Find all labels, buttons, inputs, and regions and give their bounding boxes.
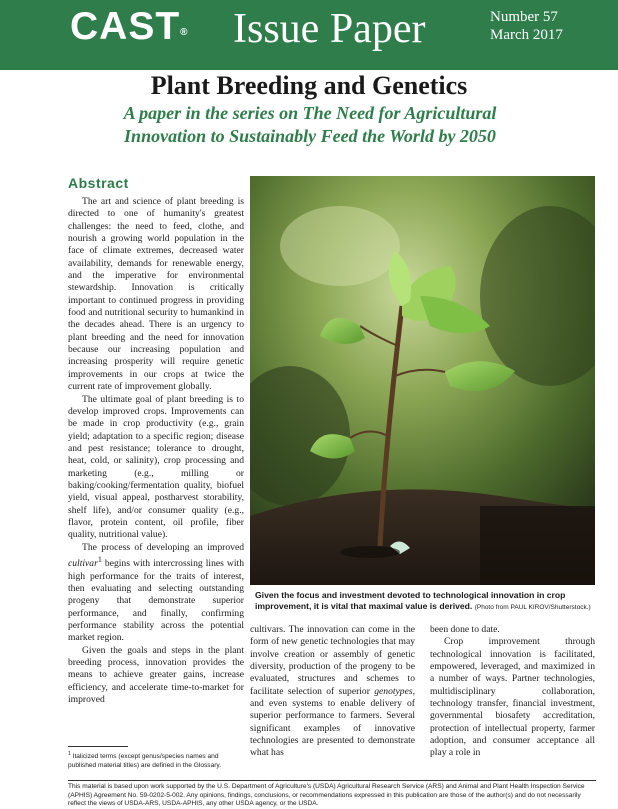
glossary-term: cultivar [68, 558, 98, 570]
support-divider [68, 780, 596, 781]
photo-credit: (Photo from PAUL KIROV/Shutterstock.) [474, 604, 591, 611]
glossary-term: genotypes [374, 685, 413, 697]
body-column-3 [430, 624, 595, 760]
seedling-illustration [250, 176, 595, 585]
photo-caption: Given the focus and investment devoted to technological innovation in crop improvement, it is vital that maximal value is derived. (Photo from PAUL KIROV/Shutterstock.) [255, 590, 591, 611]
support-note: This material is based upon work supported by the U.S. Department of Agriculture's (USDA) Agricultural Research Service (ARS) and Animal and Plant Health Inspection Service (APHIS) Agreement No. 59-0202-5-002. Any opinions, findings, conclusions, or recommendations expressed in this publication are those of the author(s) and do not necessarily reflect the views of USDA-ARS, USDA-APHIS, any other USDA agency, or the USDA. [68, 783, 585, 807]
body-paragraph: cultivars. The innovation can come in the form of new genetic technologies that may involve creation or assembly of genetic diversity, production of the progeny to be evaluated, structures and schemes to facilitate selection of superior genotypes, and even systems to enable delivery of superior performance to farmers. Several significant examples of innovative technologies are presented to demonstrate what has [250, 624, 415, 759]
abstract-paragraph: Given the goals and steps in the plant breeding process, innovation provides the means to achieve greater gains, increase efficiency, and accelerate time-to-market for improved [68, 644, 244, 705]
footnote: $^1$ Italicized terms (except genus/species names and published material titles) are defined in the Glossary. [68, 751, 222, 770]
series-title: Issue Paper [233, 6, 426, 52]
abstract-paragraph: The ultimate goal of plant breeding is to develop improved crops. Improvements can be made in crop productivity (e.g., grain yield; adaptation to a specific region; disease and pest resistance; tolerance to drought, heat, cold, or salinity), crop processing and marketing (e.g., milling or baking/cooking/fermentation quality, biofuel yield, visual appeal, postharvest storability, shelf life), and/or consumer quality (e.g., flavor, protein content, oil profile, fiber quality, nutritional value). [68, 393, 244, 541]
abstract-paragraph: The process of developing an improved cultivar$^1$ begins with intercrossing lines with high performance for the traits of interest, then evaluating and selecting outstanding progeny that demonstrate superior performance, and finally, confirming performance stability across the potential market region. [68, 541, 244, 644]
cast-logo: CAST® [70, 5, 189, 48]
page-subtitle: A paper in the series on The Need for Agricultural Innovation to Sustainably Feed the World by 2050 [123, 103, 497, 146]
issue-info [490, 8, 590, 44]
header-banner [0, 0, 618, 70]
body-paragraph: Crop improvement through technological innovation is facilitated, empowered, leveraged, and maximized in a number of ways. Partner technologies, multidisciplinary collaboration, technology transfer, financial investment, governmental biosafety accreditation, protection of intellectual property, farmer adoption, and consumer acceptance all play a role in [430, 636, 595, 759]
seedling-photo [250, 176, 595, 585]
body-column-2 [250, 624, 415, 760]
abstract-heading: Abstract [68, 175, 129, 191]
body-paragraph: been done to date. [430, 624, 500, 635]
page-title: Plant Breeding and Genetics [150, 71, 468, 100]
abstract-paragraph: The art and science of plant breeding is directed to one of humanity's greatest challenges: the need to feed, clothe, and nourish a growing world population in the face of climate extremes, decreased water availability, demands for renewable energy, and the imperative for environmental stewardship. Innovation is critically important to continued progress in providing food and nutritional security to humankind in the decades ahead. There is an urgency to plant breeding and the need for innovation because our increasing population and increasing prosperity will require genetic improvements in our crops at twice the current rate of improvement globally. [68, 196, 244, 393]
issue-date: March 2017 [490, 27, 563, 43]
issue-number: Number 57 [490, 9, 558, 25]
footnote-marker: 1 [97, 554, 102, 564]
footnote-divider [68, 746, 128, 747]
abstract-column [68, 196, 244, 706]
